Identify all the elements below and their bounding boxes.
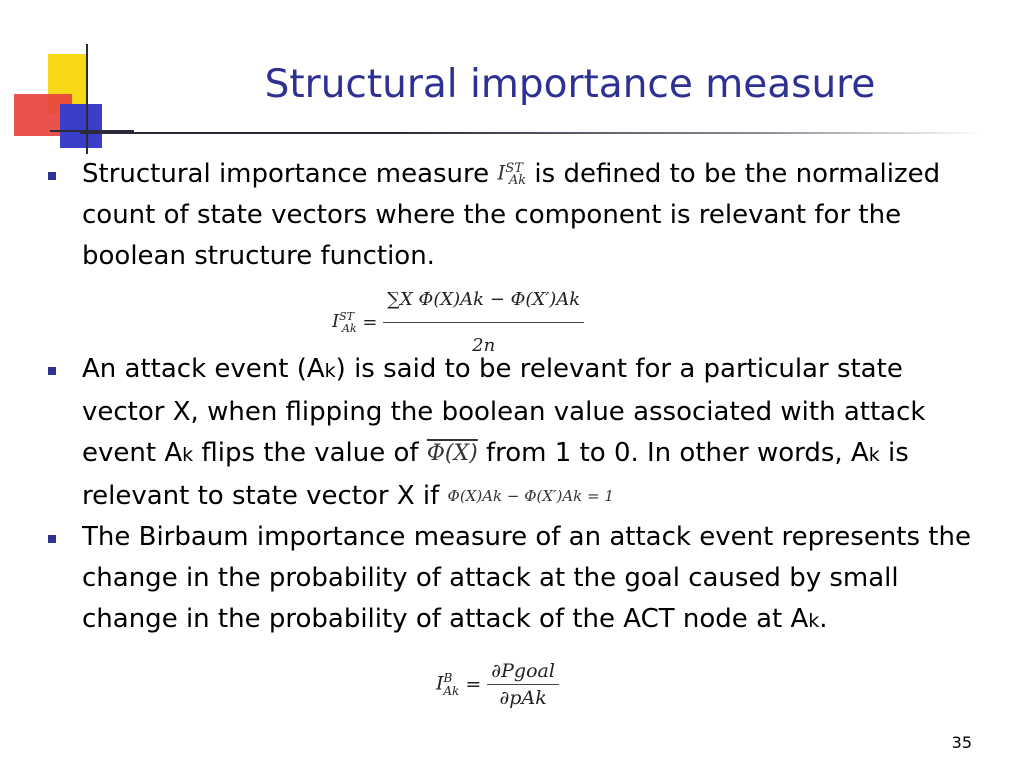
bullet-square-icon <box>48 535 56 543</box>
title-underline <box>80 132 985 134</box>
bullet-item-attack-event-relevance: An attack event (Ak) is said to be relevant for a particular state vector X, when flipping the boolean value associated with attack event Ak flips the value of Φ(X) from 1 to 0. In other words, Ak is relevant to state vector X if Φ(X)Ak − Φ(X′)Ak = 1 <box>48 349 988 517</box>
equation-birnbaum-importance: $I^B_{Ak}$ = $\frac{\text{∂Pgoal}}{\text{∂pAk}}$ <box>436 660 559 709</box>
bullet-square-icon <box>48 367 56 375</box>
equation-2-numerator: ∂Pgoal <box>487 660 559 685</box>
equation-2-denominator: ∂pAk <box>499 687 547 709</box>
bullet-1-text-after: is defined to be the normalized count of state vectors where the component is relevant for the boolean structure function. <box>82 159 941 271</box>
formula-relevance-condition: Φ(X)Ak − Φ(X′)Ak = 1 <box>447 487 614 505</box>
formula-phi-inline: Φ(X) <box>426 440 478 466</box>
equation-1-block <box>82 277 988 356</box>
corner-logo <box>0 0 160 160</box>
bullet-square-icon <box>48 172 56 180</box>
bullet-item-birnbaum-importance: The Birbaum importance measure of an attack event represents the change in the probability of attack at the goal caused by small change in the probability of attack of the ACT node at Ak. <box>48 517 988 642</box>
bullet-item-structural-importance <box>48 154 988 356</box>
formula-i-st-inline: $IST_{Ak}$ <box>497 160 527 189</box>
bullet-1-text-before: Structural importance measure <box>82 159 498 189</box>
logo-vertical-line <box>86 44 88 154</box>
logo-blue-square <box>60 104 102 148</box>
page-number: 35 <box>951 733 972 752</box>
equation-structural-importance: $IST_{Ak}$ = $\frac{\text{∑X Φ(X)Ak − Φ(X′)Ak}}{2n}$ <box>332 279 584 366</box>
equation-1-denominator: 2n <box>472 335 496 356</box>
slide-title: Structural importance measure <box>264 62 876 107</box>
equation-1-numerator: ∑X Φ(X)Ak − Φ(X′)Ak <box>383 279 584 323</box>
bullet-list <box>48 154 988 642</box>
